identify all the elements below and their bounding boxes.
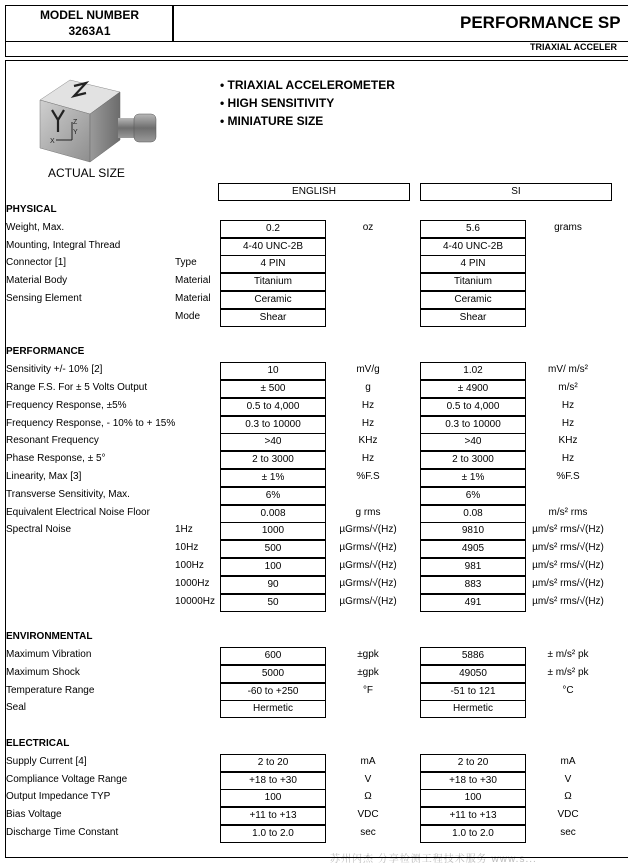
si-value: 100 bbox=[420, 789, 526, 807]
english-value: Hermetic bbox=[220, 700, 326, 718]
row-sublabel: Mode bbox=[175, 311, 201, 322]
english-value: Titanium bbox=[220, 273, 326, 291]
si-unit: Hz bbox=[561, 418, 575, 429]
english-value: 6% bbox=[220, 487, 326, 505]
english-unit: mV/g bbox=[356, 364, 380, 375]
si-value: 4-40 UNC-2B bbox=[420, 238, 526, 256]
si-value: ± 1% bbox=[420, 469, 526, 487]
english-unit: °F bbox=[362, 685, 374, 696]
feature-item: • TRIAXIAL ACCELEROMETER bbox=[220, 78, 395, 92]
english-unit: g bbox=[365, 382, 371, 393]
si-unit: VDC bbox=[557, 809, 579, 820]
english-unit: V bbox=[364, 774, 372, 785]
row-label: Range F.S. For ± 5 Volts Output bbox=[6, 382, 148, 393]
english-value: 100 bbox=[220, 558, 326, 576]
row-label: Bias Voltage bbox=[6, 809, 62, 820]
english-value: 0.3 to 10000 bbox=[220, 416, 326, 434]
section-title: PHYSICAL bbox=[6, 204, 57, 215]
english-value: 1.0 to 2.0 bbox=[220, 825, 326, 843]
model-number-value: 3263A1 bbox=[68, 24, 111, 38]
si-value: Ceramic bbox=[420, 291, 526, 309]
si-value: Titanium bbox=[420, 273, 526, 291]
english-value: 4-40 UNC-2B bbox=[220, 238, 326, 256]
english-value: 0.008 bbox=[220, 505, 326, 523]
row-label: Sensing Element bbox=[6, 293, 82, 304]
english-value: >40 bbox=[220, 433, 326, 451]
image-caption: ACTUAL SIZE bbox=[48, 166, 125, 180]
subtitle-box bbox=[5, 40, 628, 57]
english-value: 4 PIN bbox=[220, 255, 326, 273]
english-unit: VDC bbox=[357, 809, 379, 820]
title-box bbox=[172, 5, 628, 42]
si-value: +11 to +13 bbox=[420, 807, 526, 825]
model-number-label: MODEL NUMBER bbox=[39, 8, 140, 22]
si-unit: m/s² rms bbox=[548, 507, 588, 518]
si-value: 491 bbox=[420, 594, 526, 612]
row-label: Phase Response, ± 5° bbox=[6, 453, 106, 464]
page-title: PERFORMANCE SP bbox=[460, 13, 621, 32]
row-label: Compliance Voltage Range bbox=[6, 774, 128, 785]
si-unit: µm/s² rms/√(Hz) bbox=[532, 560, 604, 571]
si-value: -51 to 121 bbox=[420, 683, 526, 701]
row-label: Sensitivity +/- 10% [2] bbox=[6, 364, 103, 375]
english-value: ± 1% bbox=[220, 469, 326, 487]
si-value: 5886 bbox=[420, 647, 526, 665]
english-value: 10 bbox=[220, 362, 326, 380]
english-unit: µGrms/√(Hz) bbox=[339, 542, 397, 553]
feature-item: • MINIATURE SIZE bbox=[220, 114, 324, 128]
page-subtitle: TRIAXIAL ACCELER bbox=[530, 42, 618, 52]
english-value: Ceramic bbox=[220, 291, 326, 309]
english-unit: KHz bbox=[358, 435, 378, 446]
si-value: Shear bbox=[420, 309, 526, 327]
row-label: Frequency Response, ±5% bbox=[6, 400, 127, 411]
english-unit: oz bbox=[362, 222, 374, 233]
row-label: Spectral Noise bbox=[6, 524, 72, 535]
english-value: 5000 bbox=[220, 665, 326, 683]
footer-watermark: 苏州闪杰 分享检测工程技术服务 www.s... bbox=[330, 854, 537, 865]
row-label: Material Body bbox=[6, 275, 68, 286]
axis-label-z: Z bbox=[73, 119, 78, 126]
english-value: Shear bbox=[220, 309, 326, 327]
accelerometer-image bbox=[30, 70, 160, 165]
si-unit: Hz bbox=[561, 400, 575, 411]
english-value: -60 to +250 bbox=[220, 683, 326, 701]
english-value: 90 bbox=[220, 576, 326, 594]
english-unit: %F.S bbox=[356, 471, 380, 482]
si-unit: ± m/s² pk bbox=[547, 667, 589, 678]
row-sublabel: 10Hz bbox=[175, 542, 199, 553]
row-label: Transverse Sensitivity, Max. bbox=[6, 489, 130, 500]
row-label: Output Impedance TYP bbox=[6, 791, 111, 802]
bottom-divider bbox=[5, 857, 628, 858]
english-value: +18 to +30 bbox=[220, 772, 326, 790]
si-value: 0.3 to 10000 bbox=[420, 416, 526, 434]
row-label: Maximum Shock bbox=[6, 667, 80, 678]
english-unit: Hz bbox=[361, 418, 375, 429]
axis-label-x: X bbox=[50, 138, 55, 145]
english-unit: Hz bbox=[361, 453, 375, 464]
si-unit: °C bbox=[562, 685, 574, 696]
english-value: 0.5 to 4,000 bbox=[220, 398, 326, 416]
si-value: 883 bbox=[420, 576, 526, 594]
row-label: Frequency Response, - 10% to + 15% bbox=[6, 418, 176, 429]
english-value: 100 bbox=[220, 789, 326, 807]
row-label: Weight, Max. bbox=[6, 222, 65, 233]
english-unit: Hz bbox=[361, 400, 375, 411]
english-value: ± 500 bbox=[220, 380, 326, 398]
english-value: 2 to 20 bbox=[220, 754, 326, 772]
row-label: Connector [1] bbox=[6, 257, 67, 268]
si-value: 1.0 to 2.0 bbox=[420, 825, 526, 843]
row-sublabel: 100Hz bbox=[175, 560, 204, 571]
si-value: 5.6 bbox=[420, 220, 526, 238]
english-column-header: ENGLISH bbox=[218, 183, 410, 201]
si-unit: sec bbox=[560, 827, 576, 838]
si-unit: mV/ m/s² bbox=[548, 364, 588, 375]
row-sublabel: Type bbox=[175, 257, 197, 268]
english-unit: µGrms/√(Hz) bbox=[339, 524, 397, 535]
si-value: +18 to +30 bbox=[420, 772, 526, 790]
si-unit: m/s² bbox=[558, 382, 578, 393]
si-value: 0.08 bbox=[420, 505, 526, 523]
si-value: >40 bbox=[420, 433, 526, 451]
english-value: 500 bbox=[220, 540, 326, 558]
si-value: 4 PIN bbox=[420, 255, 526, 273]
si-unit: µm/s² rms/√(Hz) bbox=[532, 596, 604, 607]
english-unit: Ω bbox=[364, 791, 372, 802]
english-value: 1000 bbox=[220, 522, 326, 540]
si-value: Hermetic bbox=[420, 700, 526, 718]
si-unit: %F.S bbox=[556, 471, 580, 482]
english-value: 0.2 bbox=[220, 220, 326, 238]
row-sublabel: Material bbox=[175, 275, 211, 286]
row-sublabel: 10000Hz bbox=[175, 596, 216, 607]
english-unit: µGrms/√(Hz) bbox=[339, 560, 397, 571]
row-sublabel: 1000Hz bbox=[175, 578, 210, 589]
row-sublabel: 1Hz bbox=[175, 524, 193, 535]
english-unit: µGrms/√(Hz) bbox=[339, 578, 397, 589]
si-unit: grams bbox=[554, 222, 582, 233]
row-sublabel: Material bbox=[175, 293, 211, 304]
english-unit: µGrms/√(Hz) bbox=[339, 596, 397, 607]
axis-label-y: Y bbox=[73, 129, 78, 136]
english-value: 50 bbox=[220, 594, 326, 612]
english-unit: ±gpk bbox=[357, 667, 379, 678]
section-title: ENVIRONMENTAL bbox=[6, 631, 93, 642]
english-unit: ±gpk bbox=[357, 649, 379, 660]
si-unit: ± m/s² pk bbox=[547, 649, 589, 660]
si-value: 2 to 20 bbox=[420, 754, 526, 772]
si-unit: µm/s² rms/√(Hz) bbox=[532, 542, 604, 553]
si-unit: KHz bbox=[558, 435, 578, 446]
row-label: Resonant Frequency bbox=[6, 435, 99, 446]
si-value: 0.5 to 4,000 bbox=[420, 398, 526, 416]
english-value: +11 to +13 bbox=[220, 807, 326, 825]
english-unit: sec bbox=[360, 827, 376, 838]
si-value: 4905 bbox=[420, 540, 526, 558]
english-value: 2 to 3000 bbox=[220, 451, 326, 469]
si-unit: µm/s² rms/√(Hz) bbox=[532, 578, 604, 589]
row-label: Linearity, Max [3] bbox=[6, 471, 82, 482]
row-label: Maximum Vibration bbox=[6, 649, 92, 660]
si-value: 981 bbox=[420, 558, 526, 576]
si-unit: µm/s² rms/√(Hz) bbox=[532, 524, 604, 535]
si-unit: mA bbox=[560, 756, 576, 767]
si-column-header: SI bbox=[420, 183, 612, 201]
si-value: 1.02 bbox=[420, 362, 526, 380]
si-unit: Hz bbox=[561, 453, 575, 464]
si-value: 6% bbox=[420, 487, 526, 505]
si-unit: V bbox=[564, 774, 572, 785]
row-label: Seal bbox=[6, 702, 27, 713]
row-label: Temperature Range bbox=[6, 685, 95, 696]
english-unit: mA bbox=[360, 756, 376, 767]
si-unit: Ω bbox=[564, 791, 572, 802]
row-label: Supply Current [4] bbox=[6, 756, 87, 767]
si-value: 49050 bbox=[420, 665, 526, 683]
feature-item: • HIGH SENSITIVITY bbox=[220, 96, 335, 110]
si-value: 9810 bbox=[420, 522, 526, 540]
row-label: Discharge Time Constant bbox=[6, 827, 119, 838]
si-value: 2 to 3000 bbox=[420, 451, 526, 469]
english-value: 600 bbox=[220, 647, 326, 665]
section-title: ELECTRICAL bbox=[6, 738, 70, 749]
model-number-box bbox=[5, 5, 174, 42]
row-label: Equivalent Electrical Noise Floor bbox=[6, 507, 150, 518]
si-value: ± 4900 bbox=[420, 380, 526, 398]
english-unit: g rms bbox=[355, 507, 381, 518]
section-title: PERFORMANCE bbox=[6, 346, 85, 357]
row-label: Mounting, Integral Thread bbox=[6, 240, 121, 251]
